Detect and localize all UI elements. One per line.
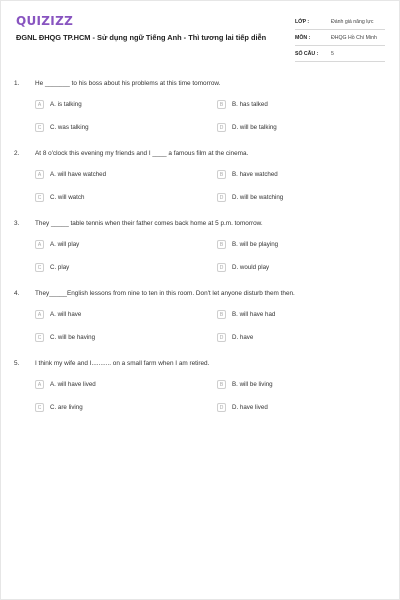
question-number: 3.: [14, 220, 20, 227]
option-letter-box: C: [35, 123, 44, 132]
meta-value: ĐHQG Hồ Chí Minh: [331, 34, 377, 41]
meta-label: LỚP :: [295, 18, 310, 25]
option-text: B. have watched: [232, 171, 278, 178]
option-letter-box: D: [217, 403, 226, 412]
option-c[interactable]: [35, 403, 83, 412]
option-a[interactable]: [35, 170, 106, 179]
option-letter-box: D: [217, 123, 226, 132]
option-text: A. will have watched: [50, 171, 107, 178]
quizizz-logo: QUIZIZZ: [16, 14, 74, 28]
option-letter-box: D: [217, 263, 226, 272]
option-letter-box: D: [217, 193, 226, 202]
option-text: D. have lived: [232, 404, 268, 411]
option-text: A. will have lived: [50, 381, 96, 388]
option-letter-box: A: [35, 240, 44, 249]
meta-row-class: [295, 14, 385, 30]
option-letter-box: D: [217, 333, 226, 342]
meta-value: 5: [331, 50, 334, 57]
option-letter-box: A: [35, 380, 44, 389]
question-number: 4.: [14, 290, 20, 297]
option-text: C. are living: [50, 404, 83, 411]
option-text: B. will have had: [232, 311, 276, 318]
question-text: I think my wife and I........... on a small farm when I am retired.: [35, 360, 210, 367]
option-a[interactable]: [35, 240, 79, 249]
option-b[interactable]: [217, 310, 275, 319]
option-text: A. will play: [50, 241, 80, 248]
option-b[interactable]: [217, 380, 273, 389]
option-letter-box: B: [217, 310, 226, 319]
option-text: D. will be talking: [232, 124, 277, 131]
question-text: They_____English lessons from nine to ten in this room. Don't let anyone disturb them then.: [35, 290, 295, 297]
option-letter-box: A: [35, 170, 44, 179]
option-a[interactable]: [35, 310, 81, 319]
option-text: C. was talking: [50, 124, 89, 131]
question-text: He _______ to his boss about his problems at this time tomorrow.: [35, 80, 221, 87]
option-d[interactable]: [217, 123, 277, 132]
meta-label: MÔN :: [295, 34, 311, 41]
option-letter-box: C: [35, 193, 44, 202]
option-letter-box: B: [217, 380, 226, 389]
option-text: C. play: [50, 264, 70, 271]
option-text: D. will be watching: [232, 194, 284, 201]
question-number: 5.: [14, 360, 20, 367]
option-c[interactable]: [35, 333, 95, 342]
option-text: B. has talked: [232, 101, 268, 108]
option-letter-box: B: [217, 240, 226, 249]
option-b[interactable]: [217, 240, 278, 249]
option-letter-box: C: [35, 263, 44, 272]
option-text: B. will be living: [232, 381, 273, 388]
option-a[interactable]: [35, 100, 82, 109]
option-text: A. is talking: [50, 101, 82, 108]
option-letter-box: C: [35, 403, 44, 412]
question-text: They _____ table tennis when their father comes back home at 5 p.m. tomorrow.: [35, 220, 263, 227]
option-c[interactable]: [35, 123, 89, 132]
option-d[interactable]: [217, 193, 283, 202]
option-letter-box: A: [35, 100, 44, 109]
option-text: D. have: [232, 334, 254, 341]
worksheet-title: ĐGNL ĐHQG TP.HCM - Sử dụng ngữ Tiếng Anh - Thì tương lai tiếp diễn: [16, 33, 267, 42]
option-text: D. would play: [232, 264, 270, 271]
option-c[interactable]: [35, 263, 69, 272]
meta-value: Đánh giá năng lực: [331, 18, 374, 25]
option-d[interactable]: [217, 333, 253, 342]
question-number: 2.: [14, 150, 20, 157]
option-text: C. will watch: [50, 194, 85, 201]
option-text: B. will be playing: [232, 241, 279, 248]
option-letter-box: B: [217, 170, 226, 179]
option-b[interactable]: [217, 100, 268, 109]
meta-row-question-count: [295, 46, 385, 62]
question-number: 1.: [14, 80, 20, 87]
option-d[interactable]: [217, 263, 269, 272]
question-text: At 8 o'clock this evening my friends and I ____ a famous film at the cinema.: [35, 150, 249, 157]
meta-panel: [295, 14, 385, 62]
option-letter-box: A: [35, 310, 44, 319]
option-b[interactable]: [217, 170, 278, 179]
meta-row-subject: [295, 30, 385, 46]
option-letter-box: C: [35, 333, 44, 342]
option-letter-box: B: [217, 100, 226, 109]
option-c[interactable]: [35, 193, 84, 202]
option-text: C. will be having: [50, 334, 96, 341]
option-a[interactable]: [35, 380, 96, 389]
meta-label: SỐ CÂU :: [295, 50, 319, 57]
option-d[interactable]: [217, 403, 268, 412]
option-text: A. will have: [50, 311, 82, 318]
